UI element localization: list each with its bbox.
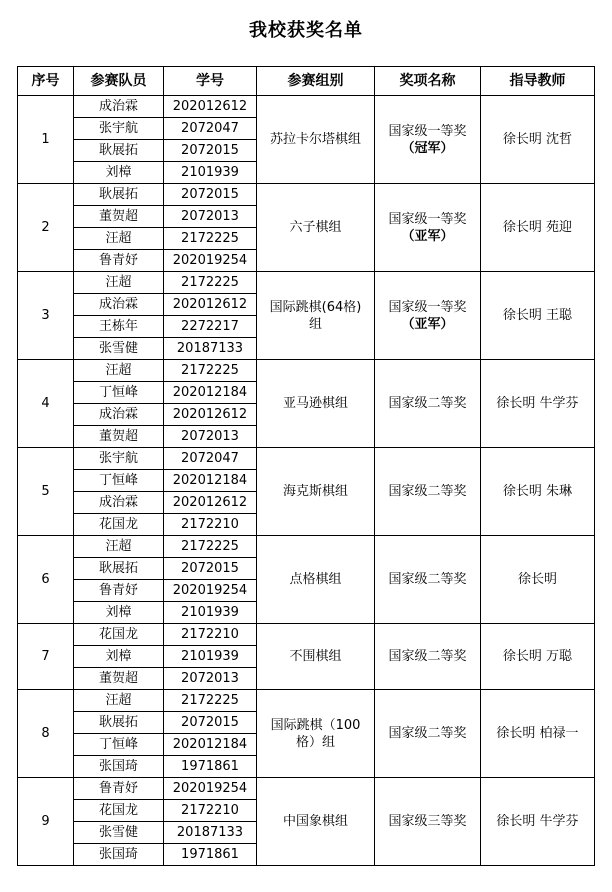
award-name (375, 360, 481, 448)
header-group: 参赛组别 (257, 67, 375, 96)
member-name: 刘樟 (74, 162, 164, 184)
award-line: （亚军） (401, 316, 454, 332)
header-members: 参赛队员 (74, 67, 164, 96)
award-line: 国家级二等奖 (388, 726, 467, 741)
student-id: 202012184 (164, 470, 257, 492)
award-name (375, 448, 481, 536)
team-number: 1 (18, 96, 74, 184)
team-number: 5 (18, 448, 74, 536)
group-line: 苏拉卡尔塔棋组 (269, 132, 361, 147)
member-name: 耿展拓 (74, 558, 164, 580)
member-name: 张宇航 (74, 448, 164, 470)
table-row (18, 448, 595, 470)
student-id: 202019254 (164, 580, 257, 602)
competition-group (257, 690, 375, 778)
team-number: 4 (18, 360, 74, 448)
header-no: 序号 (18, 67, 74, 96)
member-name: 花国龙 (74, 624, 164, 646)
member-name: 成治霖 (74, 294, 164, 316)
award-line: 国家级二等奖 (388, 396, 467, 411)
competition-group (257, 272, 375, 360)
table-row (18, 536, 595, 558)
student-id: 2072015 (164, 184, 257, 206)
student-id: 202012612 (164, 294, 257, 316)
team-number: 7 (18, 624, 74, 690)
award-name (375, 184, 481, 272)
member-name: 耿展拓 (74, 712, 164, 734)
header-teacher: 指导教师 (481, 67, 595, 96)
award-line: （亚军） (401, 228, 454, 244)
member-name: 丁恒峰 (74, 470, 164, 492)
group-line: 六子棋组 (289, 220, 342, 235)
student-id: 202019254 (164, 778, 257, 800)
group-line: 组 (308, 316, 322, 332)
student-id: 202012612 (164, 492, 257, 514)
member-name: 张国琦 (74, 844, 164, 866)
competition-group (257, 96, 375, 184)
student-id: 2072047 (164, 118, 257, 140)
member-name: 汪超 (74, 536, 164, 558)
student-id: 2072015 (164, 712, 257, 734)
member-name: 汪超 (74, 360, 164, 382)
award-line: 国家级一等奖 (388, 299, 467, 315)
table-row (18, 184, 595, 206)
student-id: 202019254 (164, 250, 257, 272)
student-id: 202012184 (164, 382, 257, 404)
award-line: 国家级二等奖 (388, 484, 467, 499)
advisor-teacher: 徐长明 沈哲 (481, 96, 595, 184)
page-title: 我校获奖名单 (249, 20, 363, 41)
student-id: 202012612 (164, 96, 257, 118)
member-name: 董贺超 (74, 668, 164, 690)
member-name: 成治霖 (74, 492, 164, 514)
header-row (18, 67, 595, 96)
student-id: 2072013 (164, 668, 257, 690)
student-id: 2172210 (164, 800, 257, 822)
group-line: 不围棋组 (289, 649, 342, 664)
group-line: 中国象棋组 (282, 814, 348, 829)
award-name (375, 690, 481, 778)
competition-group (257, 778, 375, 866)
award-line: 国家级二等奖 (388, 572, 467, 587)
awards-table (17, 66, 595, 866)
student-id: 2072013 (164, 426, 257, 448)
table-row (18, 778, 595, 800)
member-name: 花国龙 (74, 800, 164, 822)
group-line: 亚马逊棋组 (282, 396, 348, 411)
advisor-teacher: 徐长明 牛学芬 (481, 778, 595, 866)
award-name (375, 536, 481, 624)
student-id: 20187133 (164, 822, 257, 844)
member-name: 汪超 (74, 228, 164, 250)
student-id: 2172225 (164, 690, 257, 712)
member-name: 董贺超 (74, 206, 164, 228)
competition-group (257, 184, 375, 272)
student-id: 2072015 (164, 140, 257, 162)
team-number: 2 (18, 184, 74, 272)
member-name: 汪超 (74, 690, 164, 712)
member-name: 耿展拓 (74, 140, 164, 162)
group-line: 国际跳棋(64格) (269, 299, 362, 315)
student-id: 1971861 (164, 756, 257, 778)
group-line: 国际跳棋（100 (270, 717, 361, 733)
award-line: 国家级二等奖 (388, 649, 467, 664)
advisor-teacher: 徐长明 柏禄一 (481, 690, 595, 778)
table-row (18, 690, 595, 712)
team-number: 6 (18, 536, 74, 624)
member-name: 刘樟 (74, 646, 164, 668)
member-name: 成治霖 (74, 404, 164, 426)
member-name: 张宇航 (74, 118, 164, 140)
student-id: 2172225 (164, 360, 257, 382)
member-name: 鲁青妤 (74, 778, 164, 800)
competition-group (257, 360, 375, 448)
group-line: 海克斯棋组 (282, 484, 348, 499)
student-id: 202012612 (164, 404, 257, 426)
member-name: 董贺超 (74, 426, 164, 448)
header-award: 奖项名称 (375, 67, 481, 96)
student-id: 1971861 (164, 844, 257, 866)
table-row (18, 624, 595, 646)
member-name: 张雪健 (74, 822, 164, 844)
student-id: 2101939 (164, 602, 257, 624)
competition-group (257, 624, 375, 690)
award-name (375, 272, 481, 360)
table-row (18, 96, 595, 118)
award-name (375, 778, 481, 866)
award-line: 国家级一等奖 (388, 211, 467, 227)
student-id: 202012184 (164, 734, 257, 756)
advisor-teacher: 徐长明 牛学芬 (481, 360, 595, 448)
member-name: 丁恒峰 (74, 382, 164, 404)
student-id: 2072015 (164, 558, 257, 580)
member-name: 成治霖 (74, 96, 164, 118)
member-name: 鲁青妤 (74, 250, 164, 272)
table-row (18, 272, 595, 294)
team-number: 3 (18, 272, 74, 360)
student-id: 2172210 (164, 624, 257, 646)
student-id: 2172225 (164, 228, 257, 250)
student-id: 2272217 (164, 316, 257, 338)
award-name (375, 624, 481, 690)
student-id: 2172225 (164, 536, 257, 558)
student-id: 20187133 (164, 338, 257, 360)
student-id: 2101939 (164, 162, 257, 184)
award-name (375, 96, 481, 184)
advisor-teacher: 徐长明 (481, 536, 595, 624)
member-name: 花国龙 (74, 514, 164, 536)
advisor-teacher: 徐长明 万聪 (481, 624, 595, 690)
member-name: 汪超 (74, 272, 164, 294)
student-id: 2101939 (164, 646, 257, 668)
header-student-id: 学号 (164, 67, 257, 96)
advisor-teacher: 徐长明 王聪 (481, 272, 595, 360)
student-id: 2072047 (164, 448, 257, 470)
member-name: 张国琦 (74, 756, 164, 778)
group-line: 格）组 (295, 734, 335, 750)
advisor-teacher: 徐长明 苑迎 (481, 184, 595, 272)
competition-group (257, 536, 375, 624)
member-name: 鲁青妤 (74, 580, 164, 602)
student-id: 2072013 (164, 206, 257, 228)
member-name: 丁恒峰 (74, 734, 164, 756)
student-id: 2172210 (164, 514, 257, 536)
award-line: 国家级三等奖 (388, 814, 467, 829)
member-name: 刘樟 (74, 602, 164, 624)
table-row (18, 360, 595, 382)
team-number: 8 (18, 690, 74, 778)
award-line: （冠军） (401, 140, 454, 156)
group-line: 点格棋组 (289, 572, 342, 587)
team-number: 9 (18, 778, 74, 866)
table-body (18, 96, 595, 866)
award-line: 国家级一等奖 (388, 123, 467, 139)
competition-group (257, 448, 375, 536)
advisor-teacher: 徐长明 朱琳 (481, 448, 595, 536)
member-name: 耿展拓 (74, 184, 164, 206)
member-name: 张雪健 (74, 338, 164, 360)
member-name: 王栋年 (74, 316, 164, 338)
student-id: 2172225 (164, 272, 257, 294)
